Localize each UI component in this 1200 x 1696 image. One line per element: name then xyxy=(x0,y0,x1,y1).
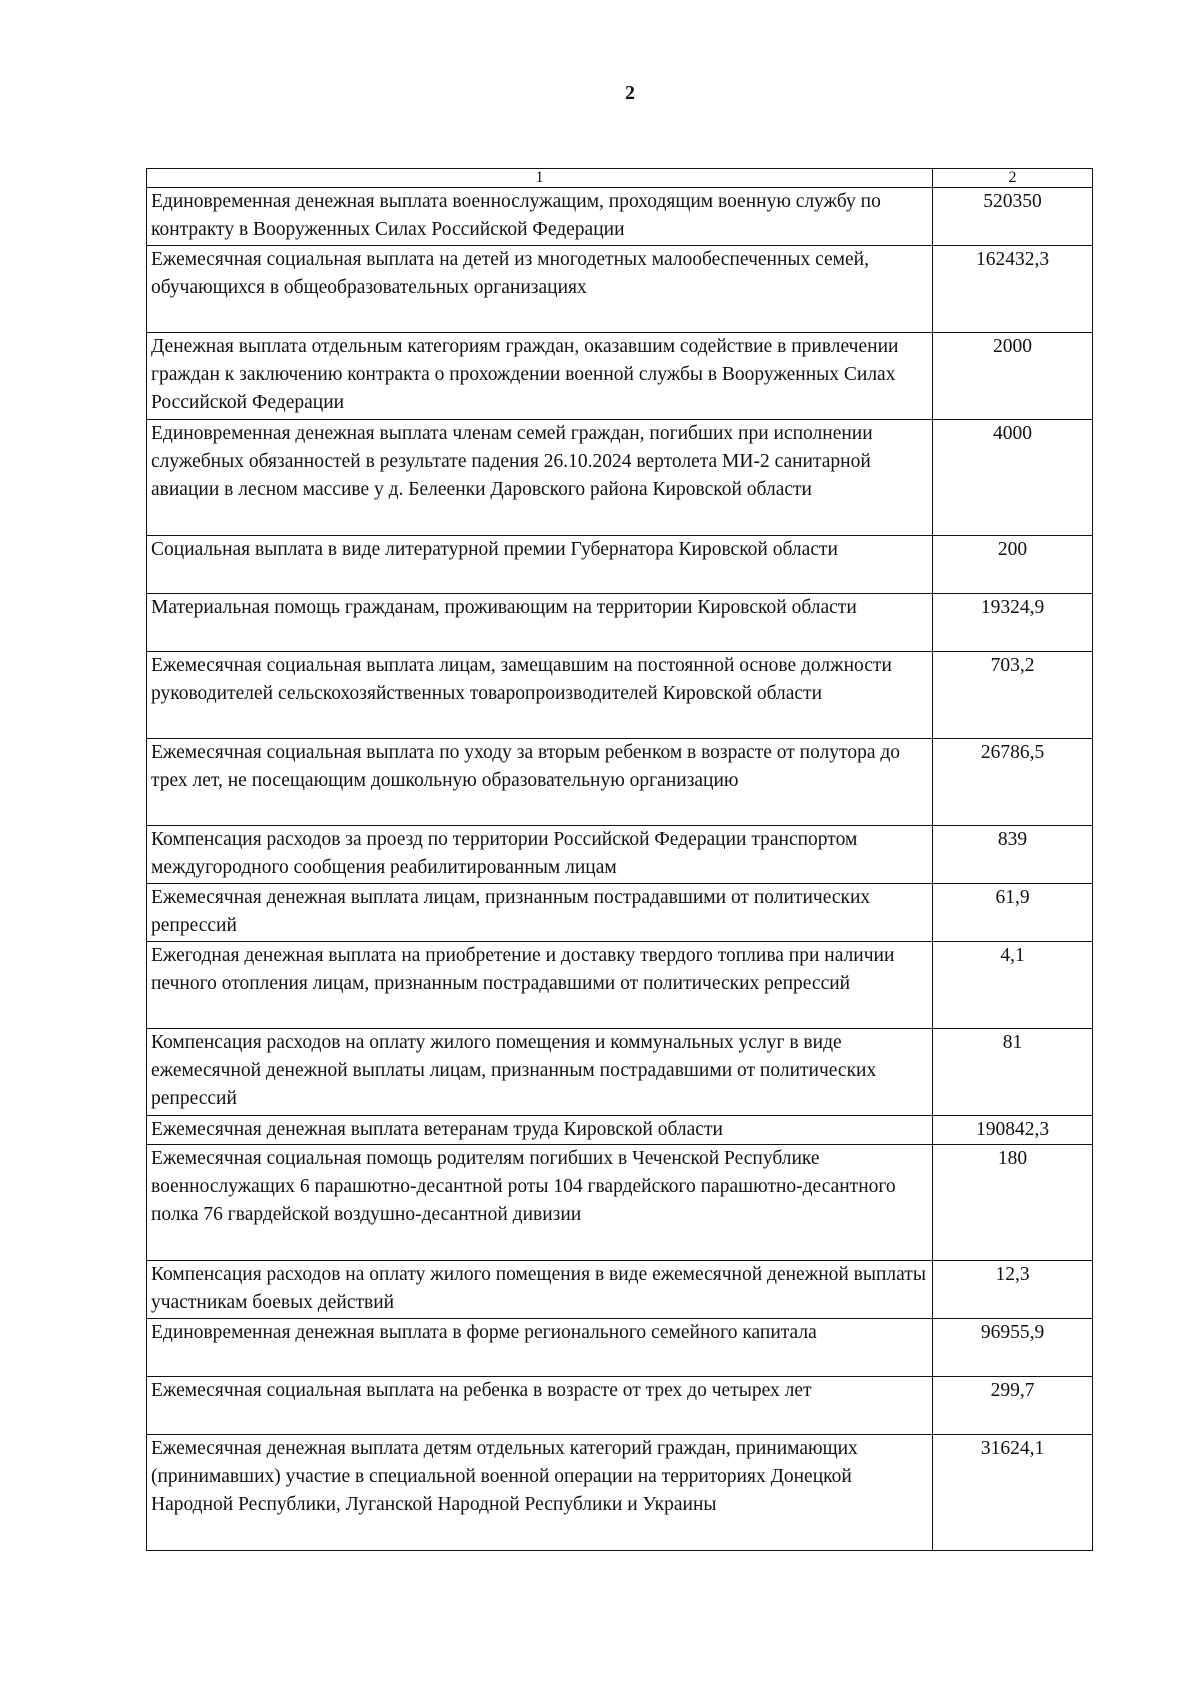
payment-amount: 61,9 xyxy=(933,884,1093,942)
payment-name: Ежемесячная социальная помощь родителям погибших в Чеченской Республике военнослужащих 6 парашютно-десантной роты 104 гвардейского парашютно-десантного полка 76 гвардейской воздушно-десантной дивизии xyxy=(147,1145,933,1261)
payment-amount: 299,7 xyxy=(933,1377,1093,1435)
payment-name: Ежемесячная денежная выплата ветеранам труда Кировской области xyxy=(147,1116,933,1145)
table-row xyxy=(147,333,1093,420)
table-row xyxy=(147,1029,1093,1116)
payment-amount: 839 xyxy=(933,826,1093,884)
payment-name: Компенсация расходов на оплату жилого помещения и коммунальных услуг в виде ежемесячной денежной выплаты лицам, признанным пострадавшими от политических репрессий xyxy=(147,1029,933,1116)
payment-amount: 4,1 xyxy=(933,942,1093,1029)
payment-name: Компенсация расходов за проезд по территории Российской Федерации транспортом междугородного сообщения реабилитированным лицам xyxy=(147,826,933,884)
column-header-2: 2 xyxy=(933,169,1093,188)
payment-amount: 180 xyxy=(933,1145,1093,1261)
payment-amount: 96955,9 xyxy=(933,1319,1093,1377)
payment-name: Компенсация расходов на оплату жилого помещения в виде ежемесячной денежной выплаты участникам боевых действий xyxy=(147,1261,933,1319)
payment-name: Ежегодная денежная выплата на приобретение и доставку твердого топлива при наличии печного отопления лицам, признанным пострадавшими от политических репрессий xyxy=(147,942,933,1029)
table-row xyxy=(147,1116,1093,1145)
payment-name: Ежемесячная социальная выплата лицам, замещавшим на постоянной основе должности руководителей сельскохозяйственных товаропроизводителей Кировской области xyxy=(147,652,933,739)
table-row xyxy=(147,739,1093,826)
table-row xyxy=(147,536,1093,594)
table-header-row xyxy=(147,169,1093,188)
payment-amount: 81 xyxy=(933,1029,1093,1116)
payment-name: Единовременная денежная выплата в форме регионального семейного капитала xyxy=(147,1319,933,1377)
payment-amount: 4000 xyxy=(933,420,1093,536)
table-row xyxy=(147,1319,1093,1377)
payment-name: Социальная выплата в виде литературной премии Губернатора Кировской области xyxy=(147,536,933,594)
payment-amount: 26786,5 xyxy=(933,739,1093,826)
payment-amount: 2000 xyxy=(933,333,1093,420)
payment-amount: 31624,1 xyxy=(933,1435,1093,1551)
table-row xyxy=(147,826,1093,884)
table-row xyxy=(147,594,1093,652)
table-row xyxy=(147,1377,1093,1435)
table-row xyxy=(147,1145,1093,1261)
payment-amount: 703,2 xyxy=(933,652,1093,739)
payment-name: Ежемесячная денежная выплата детям отдельных категорий граждан, принимающих (принимавших) участие в специальной военной операции на территориях Донецкой Народной Республики, Луганской Народной Республики и Украины xyxy=(147,1435,933,1551)
table-row xyxy=(147,884,1093,942)
payment-name: Материальная помощь гражданам, проживающим на территории Кировской области xyxy=(147,594,933,652)
payment-amount: 19324,9 xyxy=(933,594,1093,652)
payment-name: Ежемесячная социальная выплата по уходу за вторым ребенком в возрасте от полутора до трех лет, не посещающим дошкольную образовательную организацию xyxy=(147,739,933,826)
payment-name: Денежная выплата отдельным категориям граждан, оказавшим содействие в привлечении граждан к заключению контракта о прохождении военной службы в Вооруженных Силах Российской Федерации xyxy=(147,333,933,420)
table-row xyxy=(147,1435,1093,1551)
page-number: 2 xyxy=(625,82,635,104)
payment-amount: 200 xyxy=(933,536,1093,594)
table-row xyxy=(147,188,1093,246)
payment-amount: 520350 xyxy=(933,188,1093,246)
column-header-1: 1 xyxy=(147,169,933,188)
payment-name: Ежемесячная денежная выплата лицам, признанным пострадавшими от политических репрессий xyxy=(147,884,933,942)
table-row xyxy=(147,652,1093,739)
table-row xyxy=(147,942,1093,1029)
payment-name: Ежемесячная социальная выплата на ребенка в возрасте от трех до четырех лет xyxy=(147,1377,933,1435)
payment-name: Ежемесячная социальная выплата на детей из многодетных малообеспеченных семей, обучающихся в общеобразовательных организациях xyxy=(147,246,933,333)
payment-amount: 190842,3 xyxy=(933,1116,1093,1145)
table-row xyxy=(147,420,1093,536)
table-row xyxy=(147,246,1093,333)
payments-table xyxy=(146,168,1093,1551)
payment-name: Единовременная денежная выплата членам семей граждан, погибших при исполнении служебных обязанностей в результате падения 26.10.2024 вертолета МИ-2 санитарной авиации в лесном массиве у д. Белеенки Даровского района Кировской области xyxy=(147,420,933,536)
table-row xyxy=(147,1261,1093,1319)
payment-amount: 162432,3 xyxy=(933,246,1093,333)
payment-name: Единовременная денежная выплата военнослужащим, проходящим военную службу по контракту в Вооруженных Силах Российской Федерации xyxy=(147,188,933,246)
payment-amount: 12,3 xyxy=(933,1261,1093,1319)
